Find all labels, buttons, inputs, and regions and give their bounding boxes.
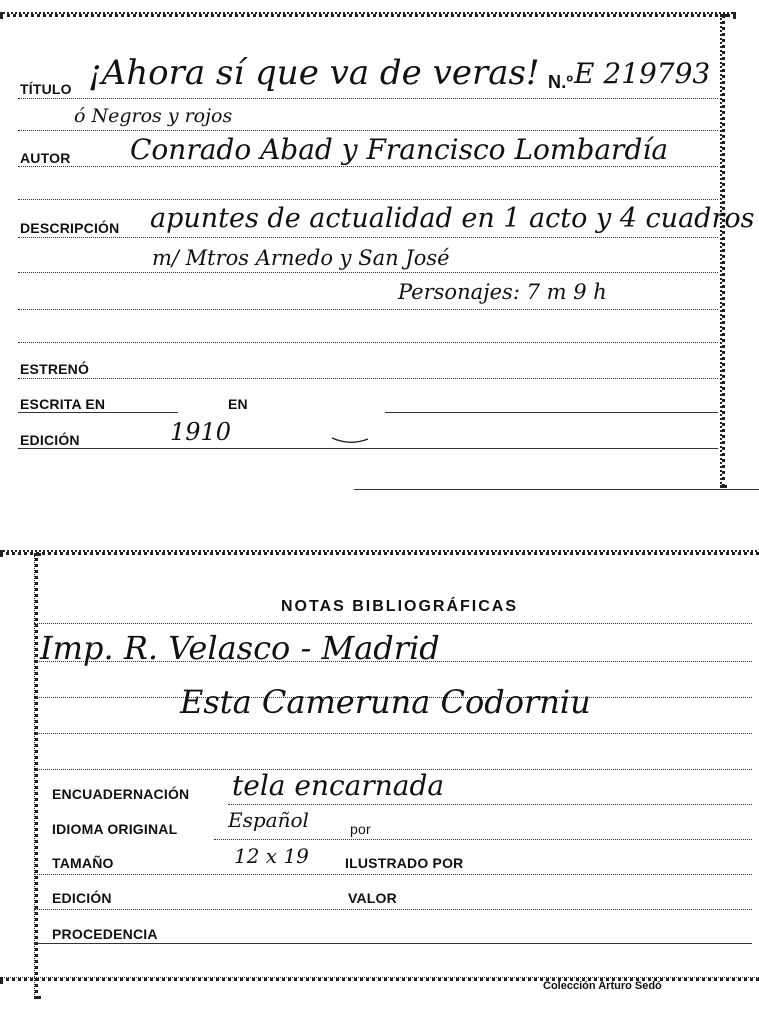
valor-label: VALOR xyxy=(348,890,397,906)
rule-line xyxy=(18,166,718,167)
rule-line xyxy=(228,804,752,805)
note-line1: Imp. R. Velasco - Madrid xyxy=(40,629,440,667)
rule-line xyxy=(385,412,718,413)
collection-credit: Colección Arturo Sedó xyxy=(543,980,662,992)
rule-line xyxy=(18,412,178,413)
autor-value: Conrado Abad y Francisco Lombardía xyxy=(130,133,669,166)
encuadernacion-value: tela encarnada xyxy=(232,769,445,802)
rule-line xyxy=(18,378,718,379)
rule-line xyxy=(214,839,752,840)
titulo-subtitle: ó Negros y rojos xyxy=(74,105,233,127)
card-right-edge xyxy=(720,14,725,488)
edicion-value: 1910 xyxy=(170,418,232,446)
edicion2-label: EDICIÓN xyxy=(52,890,112,906)
descripcion-line2: m/ Mtros Arnedo y San José xyxy=(152,246,450,270)
autor-label: AUTOR xyxy=(20,150,71,166)
card-top-edge xyxy=(0,12,736,17)
descripcion-label: DESCRIPCIÓN xyxy=(20,220,120,236)
rule-line xyxy=(18,98,718,99)
rule-line xyxy=(34,943,752,944)
titulo-value: ¡Ahora sí que va de veras! xyxy=(88,53,540,93)
titulo-label: TÍTULO xyxy=(20,81,72,97)
card-bottom-edge xyxy=(354,489,759,490)
rule-line xyxy=(34,623,752,624)
por-label: por xyxy=(350,821,371,837)
idioma-label: IDIOMA ORIGINAL xyxy=(52,821,178,837)
descripcion-line3: Personajes: 7 m 9 h xyxy=(398,280,607,304)
tamano-value: 12 x 19 xyxy=(234,844,309,868)
rule-line xyxy=(34,909,752,910)
rule-line xyxy=(18,272,718,273)
notas-heading: NOTAS BIBLIOGRÁFICAS xyxy=(280,598,519,615)
rule-line xyxy=(18,199,718,200)
escrita-en-label: ESCRITA EN xyxy=(20,396,106,412)
rule-line xyxy=(18,448,718,449)
ink-swash xyxy=(330,432,370,446)
estreno-label: ESTRENÓ xyxy=(20,361,90,377)
procedencia-label: PROCEDENCIA xyxy=(52,926,158,942)
rule-line xyxy=(34,733,752,734)
en-label: EN xyxy=(228,396,248,412)
ilustrado-label: ILUSTRADO POR xyxy=(345,855,464,871)
card-left-edge xyxy=(34,553,38,999)
rule-line xyxy=(18,309,718,310)
idioma-value: Español xyxy=(228,808,309,832)
card-top-edge xyxy=(0,550,759,555)
rule-line xyxy=(18,237,718,238)
descripcion-line1: apuntes de actualidad en 1 acto y 4 cuadros xyxy=(150,203,755,234)
tamano-label: TAMAÑO xyxy=(52,855,114,871)
note-line2: Esta Cameruna Codorniu xyxy=(180,683,591,721)
encuadernacion-label: ENCUADERNACIÓN xyxy=(52,786,190,802)
numero-value: E 219793 xyxy=(574,57,711,90)
rule-line xyxy=(34,874,752,875)
rule-line xyxy=(18,130,718,131)
edicion-label: EDICIÓN xyxy=(20,432,80,448)
numero-label: N.º xyxy=(548,72,574,92)
catalog-card-front xyxy=(0,0,755,490)
rule-line xyxy=(18,342,718,343)
